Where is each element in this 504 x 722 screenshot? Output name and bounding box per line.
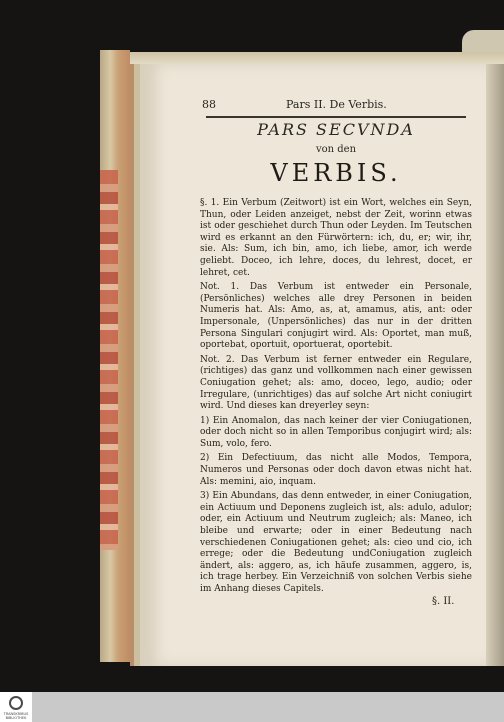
section-title: PARS SECVNDA xyxy=(257,120,415,139)
paragraph-1: §. 1. Ein Verbum (Zeitwort) ist ein Wort, welches ein Seyn, Thun, oder Leiden anzeiget, nebst der Zeit, worinn etwas ist oder geschiehet durch Thun oder Leyden. Im Teutschen wird es erkannt an den Fürwörtern: ich, du, er; wir, ihr, sie. Als: Sum, ich bin, amo, ich liebe, amor, ich werde geliebt. Doceo, ich lehre, doces, du lehrest, docet, er lehret, cet. xyxy=(200,198,472,278)
library-logo[interactable] xyxy=(0,692,32,722)
paragraph-2: Not. 1. Das Verbum ist entweder ein Personale, (Persönliches) welches alle drey Personen in beiden Numeris hat. Als: Amo, as, at, amamus, atis, ant: oder Impersonale, (Unpersönliches) das nur in der dritten Persona Singulari conjugirt wird. Als: Oportet, man muß, oportebat, oportuit, oportuerat, oportebit. xyxy=(200,282,472,351)
page-gutter-shadow xyxy=(486,64,504,666)
page-number: 88 xyxy=(202,98,216,111)
marbled-edge xyxy=(100,170,118,550)
running-title: Pars II. De Verbis. xyxy=(286,98,387,111)
logo-icon xyxy=(9,696,23,710)
body-text xyxy=(200,198,472,599)
section-heading-verbis: VERBIS. xyxy=(270,159,402,187)
paragraph-6: 3) Ein Abundans, das denn entweder, in einer Coniugation, ein Actiuum und Deponens zugleich ist, als: adulo, adulor; oder, ein Actiuum und Neutrum zugleich; als: Maneo, ich bleibe und erwarte; oder in einer Bedeutung nach verschiedenen Coniugationen gehet; als: cieo und cio, ich errege; oder die Bedeutung undConiugation zugleich ändert, als: aggero, as, ich häufe zusammen, aggero, is, ich trage herbey. Ein Verzeichniß von solchen Verbis siehe im Anhang dieses Capitels. xyxy=(200,491,472,594)
book-fore-edge xyxy=(100,50,130,662)
catchword: §. II. xyxy=(432,596,455,607)
running-head xyxy=(202,98,464,114)
header-rule xyxy=(206,116,466,118)
logo-text: TRANSKRIBUS BIBLIOTHEK xyxy=(3,712,29,720)
paragraph-4: 1) Ein Anomalon, das nach keiner der vier Coniugationen, oder doch nicht so in allen Temporibus conjugirt wird; als: Sum, volo, fero. xyxy=(200,415,472,449)
paragraph-3: Not. 2. Das Verbum ist ferner entweder ein Regulare, (richtiges) das ganz und vollkommen nach einer gewissen Coniugation gehet; als: amo, doceo, lego, audio; oder Irregulare, (unrichtiges) das auf solche Art nicht coniugirt wird. Und dieses kan dreyerley seyn: xyxy=(200,354,472,412)
section-subtitle: von den xyxy=(315,144,357,155)
paragraph-5: 2) Ein Defectiuum, das nicht alle Modos, Tempora, Numeros und Personas oder doch davon etwas nicht hat. Als: memini, aio, inquam. xyxy=(200,453,472,487)
viewer-footer-bar xyxy=(0,692,504,722)
